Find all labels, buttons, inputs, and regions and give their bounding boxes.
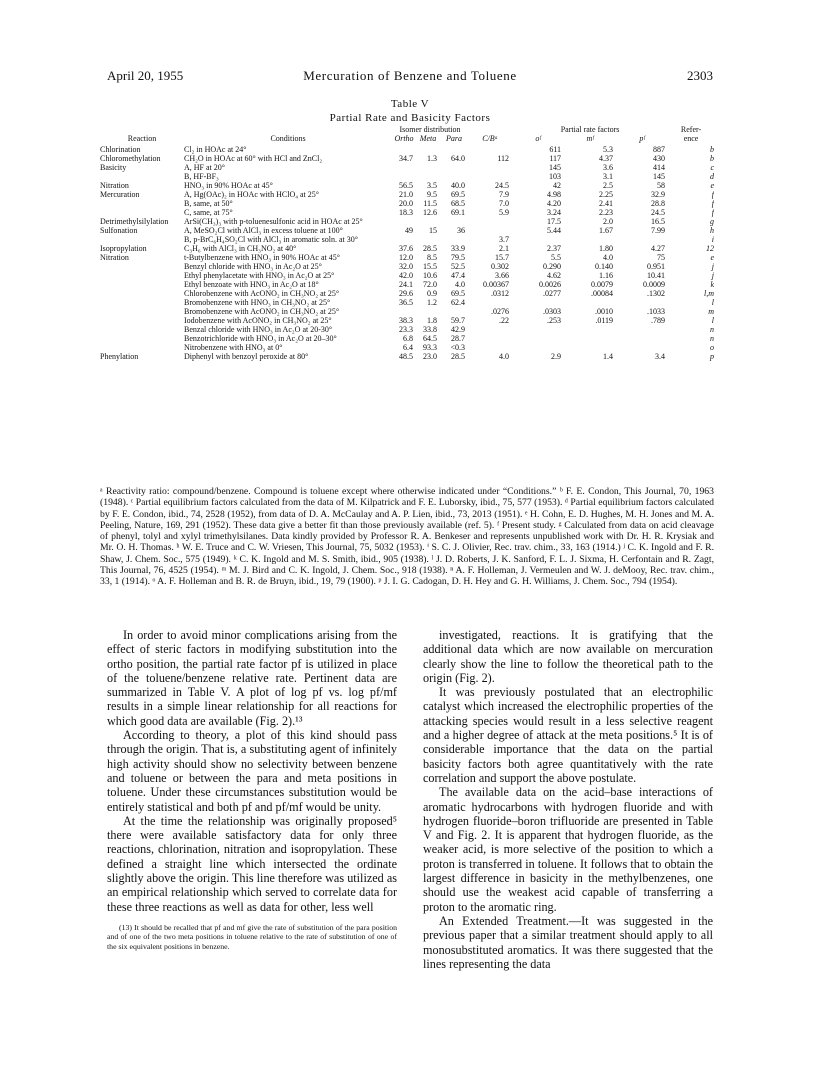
- cell-mf: 1.16: [599, 271, 614, 280]
- cell-mf: 3.1: [603, 172, 614, 181]
- cell-of: [512, 334, 564, 343]
- cell-cb: [468, 172, 512, 181]
- table-row: [100, 244, 714, 253]
- cell-o: 24.1: [399, 280, 413, 289]
- table-row: [100, 289, 714, 298]
- cell-p: 42.9: [451, 325, 466, 334]
- cell-m: 15: [429, 226, 437, 235]
- cell-m: 1.2: [427, 298, 437, 307]
- cell-of: 103: [549, 172, 562, 181]
- cell-cb: 2.1: [499, 244, 510, 253]
- partial-rate-group-header: Partial rate factors: [560, 125, 620, 134]
- cell-p: 47.4: [451, 271, 466, 280]
- cell-cb: 7.9: [499, 190, 510, 199]
- cell-pf: 414: [653, 163, 666, 172]
- cell-mf: 4.37: [599, 154, 614, 163]
- table-row: [100, 343, 714, 352]
- cell-reaction: [100, 325, 184, 334]
- cell-ref: l,m: [704, 289, 715, 298]
- cell-cond: C, same, at 75°: [184, 208, 233, 217]
- cell-cond: Cl₂ in HOAc at 24°: [184, 145, 247, 154]
- cell-p: 62.4: [451, 298, 466, 307]
- cell-p: [440, 217, 468, 226]
- cell-o: 37.6: [399, 244, 413, 253]
- cell-m: 9.5: [427, 190, 437, 199]
- cell-pf: [616, 334, 668, 343]
- cell-of: .0303: [543, 307, 562, 316]
- cell-o: 32.0: [399, 262, 413, 271]
- cell-ref: l: [711, 298, 715, 307]
- table-row: [100, 199, 714, 208]
- cell-reaction: [100, 208, 184, 217]
- cell-mf: 1.67: [599, 226, 614, 235]
- cell-m: 64.5: [423, 334, 437, 343]
- cell-m: [416, 163, 440, 172]
- cell-mf: [564, 235, 616, 244]
- cell-mf: [564, 334, 616, 343]
- cell-pf: [616, 298, 668, 307]
- table-label: Table V: [390, 98, 430, 110]
- cell-m: [416, 145, 440, 154]
- header-title: Mercuration of Benzene and Toluene: [303, 68, 517, 83]
- cell-ref: e: [710, 181, 715, 190]
- cell-of: 611: [549, 145, 562, 154]
- cell-mf: 4.0: [603, 253, 614, 262]
- cell-ref: f: [711, 199, 715, 208]
- cell-pf: [616, 343, 668, 352]
- table-row: [100, 190, 714, 199]
- cell-p: 79.5: [451, 253, 466, 262]
- cell-of: 4.98: [547, 190, 562, 199]
- cell-mf: 1.4: [603, 352, 614, 361]
- cell-pf: .1033: [647, 307, 666, 316]
- table-row: [100, 181, 714, 190]
- cell-cb: 0.00367: [483, 280, 510, 289]
- cell-o: 29.6: [399, 289, 413, 298]
- cell-of: 5.5: [551, 253, 562, 262]
- cell-of: 0.0026: [539, 280, 562, 289]
- right-column: [423, 628, 713, 971]
- table-row: [100, 280, 714, 289]
- cell-cond: Benzal chloride with HNO₃ in Ac₂O at 20-30°: [184, 325, 333, 334]
- cell-reaction: [100, 280, 184, 289]
- cell-cond: t-Butylbenzene with HNO₃ in 90% HOAc at 45°: [184, 253, 340, 262]
- cell-o: 21.0: [399, 190, 413, 199]
- cell-ref: p: [710, 352, 715, 361]
- cell-o: 56.5: [399, 181, 413, 190]
- cell-ref: f: [711, 208, 715, 217]
- cell-reaction: [100, 316, 184, 325]
- cell-ref: j: [711, 271, 715, 280]
- cell-cond: A, HF at 20°: [184, 163, 225, 172]
- cell-ref: f: [711, 190, 715, 199]
- cell-o: [392, 172, 416, 181]
- cell-m: 33.8: [423, 325, 437, 334]
- table-row: [100, 325, 714, 334]
- cell-reaction: Phenylation: [100, 352, 139, 361]
- cell-m: 15.5: [423, 262, 437, 271]
- cell-cb: [468, 298, 512, 307]
- cell-m: 8.5: [427, 253, 437, 262]
- col-mf: mᶠ: [586, 134, 594, 143]
- table-row: [100, 163, 714, 172]
- table-row: [100, 226, 714, 235]
- cell-ref: m: [708, 307, 715, 316]
- cell-ref: i: [711, 235, 715, 244]
- cell-ref: k: [710, 280, 715, 289]
- cell-p: 4.0: [455, 280, 466, 289]
- table-body: [100, 145, 714, 361]
- cell-of: [512, 298, 564, 307]
- cell-mf: 5.3: [603, 145, 614, 154]
- table-row: [100, 172, 714, 181]
- cell-of: 2.37: [547, 244, 562, 253]
- cell-reaction: Detrimethylsilylation: [100, 217, 169, 226]
- cell-reaction: Nitration: [100, 181, 129, 190]
- footnote-13: (13) It should be recalled that pf and mf give the rate of substitution of the para position and of one of the two meta positions in toluene relative to the rate of substitution of one of the six equivalent positions in benzene.: [107, 922, 397, 951]
- cell-m: 10.6: [423, 271, 437, 280]
- col-of: oᶠ: [535, 134, 541, 143]
- cell-cond: Ethyl benzoate with HNO₃ in Ac₂O at 18°: [184, 280, 319, 289]
- cell-cond: B, HF-BF₃: [184, 172, 219, 181]
- cell-pf: 16.5: [651, 217, 666, 226]
- col-reaction: Reaction: [127, 134, 157, 143]
- cell-reaction: [100, 289, 184, 298]
- cell-ref: b: [710, 154, 715, 163]
- cell-cb: 3.7: [499, 235, 510, 244]
- col-ortho: Ortho: [394, 134, 414, 143]
- cell-cb: .0276: [491, 307, 510, 316]
- cell-o: 23.3: [399, 325, 413, 334]
- cell-pf: .789: [651, 316, 666, 325]
- cell-of: [512, 235, 564, 244]
- cell-cond: Ethyl phenylacetate with HNO₃ in Ac₂O at 25°: [184, 271, 335, 280]
- cell-p: [440, 172, 468, 181]
- cell-mf: 2.41: [599, 199, 614, 208]
- cell-mf: 0.140: [595, 262, 614, 271]
- table-footnotes: ᵃ Reactivity ratio: compound/benzene. Compound is toluene except where otherwise indicated under “Conditions.” ᵇ F. E. Condon, This Journal, 70, 1963 (1948). ᶜ Partial equilibrium factors calculated from the data of M. Kilpatrick and F. E. Luborsky, ibid., 75, 577 (1953). ᵈ Partial equilibrium factors calculated by F. E. Condon, ibid., 74, 2528 (1952), from data of D. A. McCaulay and A. P. Lien, ibid., 73, 2013 (1951). ᵉ H. Cohn, E. D. Hughes, M. H. Jones and M. A. Peeling, Nature, 169, 291 (1952). These data give a better fit than those previously available (ref. 5). ᶠ Present study. ᵍ Calculated from data on acid cleavage of phenyl, tolyl and xylyl trimethylsilanes. Data kindly provided by Professor R. A. Benkeser and represents unpublished work with Dr. H. R. Krysiak and Mr. O. H. Thomas. ʰ W. E. Truce and C. W. Vriesen, This Journal, 75, 5032 (1953). ⁱ S. C. J. Olivier, Rec. trav. chim., 33, 163 (1914.) ʲ C. K. Ingold and F. R. Shaw, J. Chem. Soc., 575 (1949). ᵏ C. K. Ingold and M. S. Smith, ibid., 905 (1938). ˡ J. D. Roberts, J. K. Sanford, F. L. J. Sixma, H. Cerfontain and R. Zagt, This Journal, 76, 4525 (1954). ᵐ M. J. Bird and C. K. Ingold, J. Chem. Soc., 918 (1938). ⁿ A. F. Holleman, J. Vermeulen and W. J. deMooy, Rec. trav. chim., 33, 1 (1914). ᵒ A. F. Holleman and B. R. de Bruyn, ibid., 19, 79 (1900). ᵖ J. I. G. Cadogan, D. H. Hey and G. H. Williams, J. Chem. Soc., 794 (1954).: [100, 486, 714, 588]
- cell-cb: 3.66: [495, 271, 510, 280]
- table-title: Partial Rate and Basicity Factors: [329, 112, 491, 124]
- cell-reaction: [100, 172, 184, 181]
- cell-o: [392, 307, 416, 316]
- cell-ref: l: [711, 316, 715, 325]
- col-meta: Meta: [419, 134, 437, 143]
- cell-pf: 24.5: [651, 208, 666, 217]
- cell-pf: 145: [653, 172, 666, 181]
- cell-p: 69.5: [451, 190, 466, 199]
- col-cb: C/Bᵃ: [482, 134, 498, 143]
- cell-mf: 1.80: [599, 244, 614, 253]
- cell-p: 64.0: [451, 154, 466, 163]
- cell-reaction: Sulfonation: [100, 226, 138, 235]
- cell-pf: 430: [653, 154, 666, 163]
- cell-m: [416, 172, 440, 181]
- cell-m: 72.0: [423, 280, 437, 289]
- cell-p: 28.5: [451, 352, 466, 361]
- cell-cond: Bromobenzene with AcONO₂ in CH₃NO₂ at 25°: [184, 307, 340, 316]
- cell-of: [512, 325, 564, 334]
- cell-o: 6.8: [403, 334, 413, 343]
- cell-pf: 58: [657, 181, 666, 190]
- cell-mf: [564, 343, 616, 352]
- cell-m: 23.0: [423, 352, 437, 361]
- cell-reaction: Nitration: [100, 253, 129, 262]
- cell-pf: 887: [653, 145, 666, 154]
- cell-pf: 3.4: [655, 352, 666, 361]
- cell-ref: n: [710, 325, 715, 334]
- cell-p: 52.5: [451, 262, 466, 271]
- left-column: [107, 628, 397, 951]
- cell-o: [392, 217, 416, 226]
- cell-cb: [468, 163, 512, 172]
- cell-of: 17.5: [547, 217, 562, 226]
- cell-pf: 0.0009: [643, 280, 666, 289]
- paragraph: In order to avoid minor complications arising from the effect of steric factors in modifying substitution into the ortho position, the partial rate factor pf is utilized in place of the toluene/benzene relative rate. Pertinent data are summarized in Table V. A plot of log pf vs. log pf/mf results in a simple linear relationship for all reactions for which good data are available (Fig. 2).¹³: [107, 628, 397, 728]
- cell-of: 3.24: [547, 208, 562, 217]
- cell-of: 5.44: [547, 226, 562, 235]
- header-date: April 20, 1955: [107, 68, 184, 83]
- cell-mf: [564, 298, 616, 307]
- cell-of: .0277: [543, 289, 562, 298]
- cell-o: [392, 163, 416, 172]
- cell-cb: 112: [497, 154, 510, 163]
- cell-cond: Benzotrichloride with HNO₃ in Ac₂O at 20–30°: [184, 334, 337, 343]
- cell-cond: Iodobenzene with AcONO₂ in CH₃NO₂ at 25°: [184, 316, 332, 325]
- running-header: [107, 68, 713, 84]
- cell-cond: C₃H₆ with AlCl₃ in CH₃NO₂ at 40°: [184, 244, 297, 253]
- table-row: [100, 262, 714, 271]
- cell-o: 12.0: [399, 253, 413, 262]
- cell-pf: [616, 325, 668, 334]
- cell-reaction: Chloromethylation: [100, 154, 161, 163]
- cell-ref: c: [710, 163, 715, 172]
- cell-p: <0.3: [450, 343, 466, 352]
- cell-cb: [468, 226, 512, 235]
- cell-of: 2.9: [551, 352, 562, 361]
- cell-cb: 0.302: [491, 262, 510, 271]
- cell-cond: Bromobenzene with HNO₃ in CH₃NO₂ at 25°: [184, 298, 331, 307]
- cell-p: 69.1: [451, 208, 466, 217]
- cell-pf: 7.99: [651, 226, 666, 235]
- cell-pf: 75: [657, 253, 666, 262]
- cell-o: 38.3: [399, 316, 413, 325]
- cell-of: 117: [549, 154, 562, 163]
- cell-p: 68.5: [451, 199, 466, 208]
- cell-cb: 7.0: [499, 199, 510, 208]
- table-row: [100, 352, 714, 361]
- cell-m: 0.9: [427, 289, 437, 298]
- paragraph: According to theory, a plot of this kind should pass through the origin. That is, a substituting agent of infinitely high activity should show no selectivity between benzene and toluene or between the para and meta positions in toluene. Under these circumstances substitution would be entirely statistical and both pf and pf/mf would be unity.: [107, 728, 397, 814]
- col-ref: ence: [683, 134, 699, 143]
- cell-mf: .00084: [591, 289, 614, 298]
- cell-p: [440, 307, 468, 316]
- cell-o: 48.5: [399, 352, 413, 361]
- cell-pf: 10.41: [647, 271, 666, 280]
- cell-of: 0.290: [543, 262, 562, 271]
- cell-p: 59.7: [451, 316, 466, 325]
- cell-cb: [468, 343, 512, 352]
- paragraph: At the time the relationship was originally proposed⁵ there were available satisfactory data for only three reactions, chlorination, nitration and isopropylation. These defined a straight line which intersected the ordinate slightly above the origin. This line therefore was utilized as an empirical relationship which served to correlate data for these three reactions as well as data for other, less well: [107, 813, 397, 914]
- cell-cb: [468, 325, 512, 334]
- cell-reaction: [100, 343, 184, 352]
- cell-mf: .0119: [595, 316, 614, 325]
- paragraph: An Extended Treatment.—It was suggested in the previous paper that a similar treatment should apply to all monosubstituted aromatics. It was there suggested that the lines representing the data: [423, 913, 713, 971]
- cell-mf: 2.23: [599, 208, 614, 217]
- cell-ref: d: [710, 172, 715, 181]
- ref-group-header: Refer-: [680, 125, 702, 134]
- cell-pf: 32.9: [651, 190, 666, 199]
- cell-reaction: [100, 262, 184, 271]
- cell-p: [440, 145, 468, 154]
- cell-cb: 5.9: [499, 208, 510, 217]
- cell-reaction: [100, 307, 184, 316]
- cell-mf: 0.0079: [591, 280, 614, 289]
- partial-rate-table: [100, 125, 714, 361]
- cell-reaction: Isopropylation: [100, 244, 147, 253]
- cell-m: 11.5: [423, 199, 437, 208]
- cell-pf: [616, 235, 668, 244]
- table-row: [100, 334, 714, 343]
- table-row: [100, 253, 714, 262]
- cell-reaction: [100, 298, 184, 307]
- cell-o: 18.3: [399, 208, 413, 217]
- col-para: Para: [446, 134, 463, 143]
- paragraph: It was previously postulated that an electrophilic catalyst which increased the electrophilic properties of the attacking species would result in a less selective reagent and a higher degree of attack at the meta positions.⁵ It is of considerable importance that the data on the partial basicity factors both agree quantitatively with the rate correlation and support the above postulate.: [423, 685, 713, 785]
- cell-mf: 2.0: [603, 217, 614, 226]
- cell-cb: 24.5: [495, 181, 510, 190]
- table-row: [100, 217, 714, 226]
- cell-of: 4.62: [547, 271, 562, 280]
- cell-cond: Diphenyl with benzoyl peroxide at 80°: [184, 352, 309, 361]
- cell-m: 28.5: [423, 244, 437, 253]
- cell-pf: 4.27: [651, 244, 666, 253]
- cell-cb: .22: [499, 316, 510, 325]
- cell-of: [512, 343, 564, 352]
- cell-ref: o: [710, 343, 715, 352]
- cell-ref: b: [710, 145, 715, 154]
- cell-cond: Chlorobenzene with AcONO₂ in CH₃NO₂ at 25°: [184, 289, 340, 298]
- cell-p: [440, 235, 468, 244]
- cell-o: 49: [405, 226, 413, 235]
- cell-ref: g: [710, 217, 715, 226]
- cell-o: 42.0: [399, 271, 413, 280]
- cell-m: 12.6: [423, 208, 437, 217]
- cell-mf: 3.6: [603, 163, 614, 172]
- cell-of: 4.20: [547, 199, 562, 208]
- cell-cond: CH₂O in HOAc at 60° with HCl and ZnCl₂: [184, 154, 323, 163]
- isomer-group-header: Isomer distribution: [399, 125, 461, 134]
- table-row: [100, 298, 714, 307]
- col-conditions: Conditions: [270, 134, 306, 143]
- cell-o: [392, 235, 416, 244]
- cell-ref: h: [710, 226, 715, 235]
- cell-cb: [468, 217, 512, 226]
- table-row: [100, 145, 714, 154]
- cell-mf: 2.25: [599, 190, 614, 199]
- cell-ref: e: [710, 253, 715, 262]
- cell-p: 40.0: [451, 181, 466, 190]
- cell-cb: [468, 145, 512, 154]
- cell-m: [416, 235, 440, 244]
- paragraph: investigated, reactions. It is gratifying that the additional data which are now available on mercuration clearly show the line to follow the theoretical path to the origin (Fig. 2).: [423, 628, 713, 685]
- table-row: [100, 316, 714, 325]
- cell-pf: 28.8: [651, 199, 666, 208]
- cell-m: 1.3: [427, 154, 437, 163]
- cell-cond: A, MeSO₂Cl with AlCl₃ in excess toluene at 100°: [184, 226, 343, 235]
- table-row: [100, 208, 714, 217]
- cell-reaction: [100, 334, 184, 343]
- table-row: [100, 154, 714, 163]
- cell-m: 1.8: [427, 316, 437, 325]
- cell-p: 69.5: [451, 289, 466, 298]
- cell-cb: [468, 334, 512, 343]
- cell-mf: [564, 325, 616, 334]
- cell-reaction: Chlorination: [100, 145, 141, 154]
- cell-cond: ArSi(CH₃)₃ with p-toluenesulfonic acid in HOAc at 25°: [184, 217, 363, 226]
- cell-reaction: [100, 271, 184, 280]
- col-pf: pᶠ: [639, 134, 645, 143]
- cell-cb: 4.0: [499, 352, 510, 361]
- cell-p: [440, 163, 468, 172]
- cell-of: 145: [549, 163, 562, 172]
- cell-p: 28.7: [451, 334, 466, 343]
- cell-cond: A, Hg(OAc)₂ in HOAc with HClO₄ at 25°: [184, 190, 319, 199]
- cell-m: 3.5: [427, 181, 437, 190]
- cell-p: 33.9: [451, 244, 466, 253]
- cell-o: 6.4: [403, 343, 413, 352]
- cell-o: 34.7: [399, 154, 413, 163]
- cell-o: 36.5: [399, 298, 413, 307]
- table-row: [100, 307, 714, 316]
- cell-cond: Nitrobenzene with HNO₃ at 0°: [184, 343, 283, 352]
- cell-o: 20.0: [399, 199, 413, 208]
- cell-of: 42: [553, 181, 562, 190]
- cell-reaction: Basicity: [100, 163, 127, 172]
- cell-o: [392, 145, 416, 154]
- cell-mf: 2.5: [603, 181, 614, 190]
- cell-m: [416, 307, 440, 316]
- cell-cb: .0312: [491, 289, 510, 298]
- cell-ref: 12: [706, 244, 715, 253]
- paragraph: The available data on the acid–base interactions of aromatic hydrocarbons with hydrogen fluoride and with hydrogen fluoride–boron trifluoride are presented in Table V and Fig. 2. It is apparent that hydrogen fluoride, as the weaker acid, is more selective of the position to which a proton is transferred in toluene. It follows that to obtain the largest difference in basicity in the methylbenzenes, one should use the weakest acid capable of transferring a proton to the aromatic ring.: [423, 785, 713, 914]
- table-row: [100, 235, 714, 244]
- cell-cond: HNO₃ in 90% HOAc at 45°: [184, 181, 273, 190]
- cell-p: 36: [457, 226, 466, 235]
- cell-cb: 15.7: [495, 253, 510, 262]
- cell-mf: .0010: [595, 307, 614, 316]
- cell-ref: n: [710, 334, 715, 343]
- cell-m: 93.3: [423, 343, 437, 352]
- cell-cond: B, same, at 50°: [184, 199, 233, 208]
- cell-m: [416, 217, 440, 226]
- cell-pf: 0.951: [647, 262, 666, 271]
- page-number: 2303: [687, 68, 713, 83]
- cell-pf: .1302: [647, 289, 666, 298]
- cell-of: .253: [547, 316, 562, 325]
- table-row: [100, 271, 714, 280]
- cell-cond: B, p-BrC₆H₄SO₂Cl with AlCl₃ in aromatic soln. at 30°: [184, 235, 358, 244]
- cell-reaction: [100, 235, 184, 244]
- cell-reaction: [100, 199, 184, 208]
- cell-reaction: Mercuration: [100, 190, 140, 199]
- cell-ref: j: [711, 262, 715, 271]
- cell-cond: Benzyl chloride with HNO₃ in Ac₂O at 25°: [184, 262, 322, 271]
